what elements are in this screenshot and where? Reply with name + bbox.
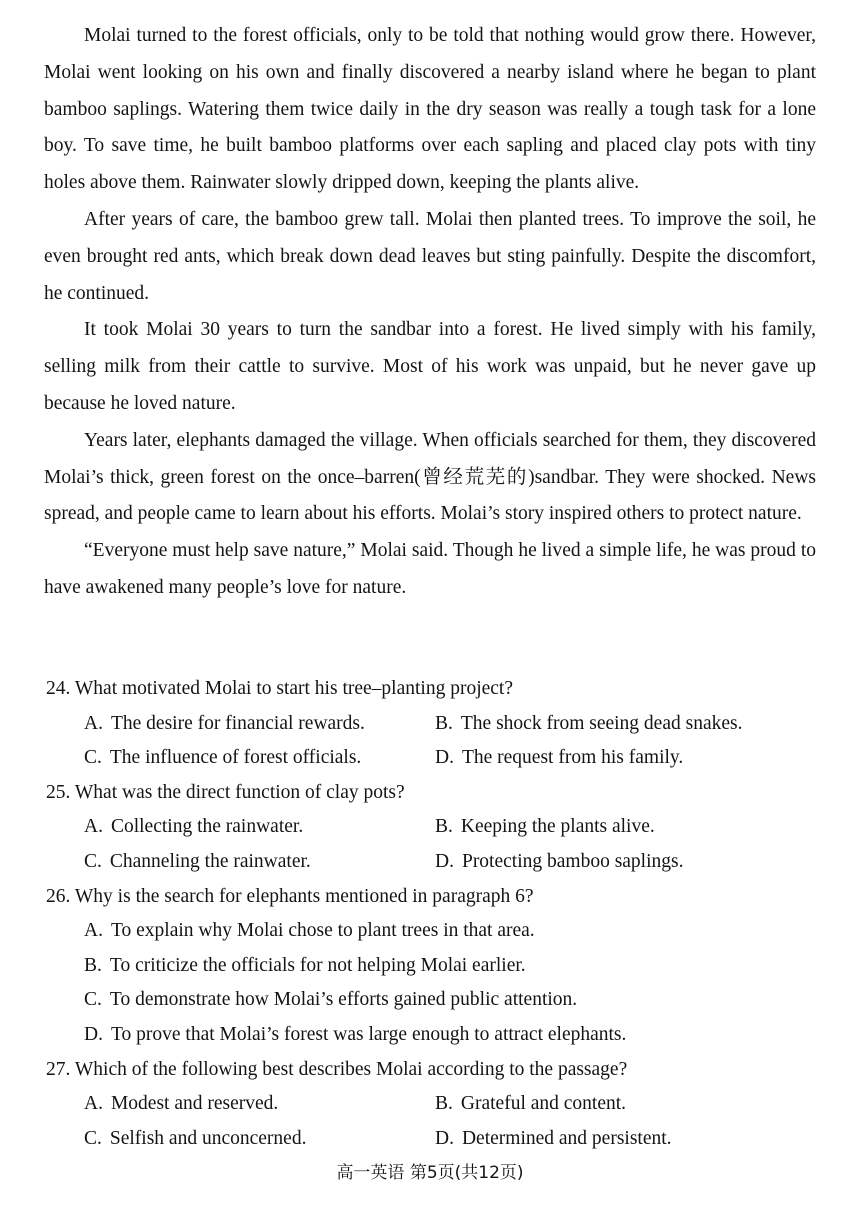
option-a[interactable] <box>84 1087 435 1122</box>
question-stem <box>46 880 816 915</box>
option-d[interactable] <box>435 845 684 880</box>
question-25 <box>46 776 816 880</box>
question-text: Why is the search for elephants mentioned in paragraph 6? <box>74 885 534 907</box>
question-number: 25. <box>46 781 71 803</box>
option-text: The desire for financial rewards. <box>110 712 365 734</box>
option-row <box>84 1087 816 1122</box>
question-text: Which of the following best describes Molai according to the passage? <box>74 1058 628 1080</box>
option-row <box>84 1122 816 1157</box>
option-row <box>84 949 816 984</box>
passage-paragraph: It took Molai 30 years to turn the sandbar into a forest. He lived simply with his family, selling milk from their cattle to survive. Most of his work was unpaid, but he never gave up because he loved nature. <box>44 319 816 414</box>
option-c[interactable] <box>84 845 435 880</box>
option-letter: C. <box>84 989 102 1011</box>
option-a[interactable] <box>84 810 435 845</box>
option-letter: C. <box>84 747 102 769</box>
reading-passage <box>44 18 816 607</box>
option-c[interactable] <box>84 741 435 776</box>
option-text: The shock from seeing dead snakes. <box>460 712 743 734</box>
option-row <box>84 810 816 845</box>
question-stem <box>46 672 816 707</box>
option-row <box>84 983 816 1018</box>
option-text: The influence of forest officials. <box>109 747 362 769</box>
question-list <box>46 672 816 1156</box>
question-24 <box>46 672 816 776</box>
page-footer: 高一英语 第5页(共12页) <box>336 1163 524 1183</box>
option-row <box>84 741 816 776</box>
option-text: Collecting the rainwater. <box>110 816 304 838</box>
passage-paragraph: Years later, elephants damaged the village. When officials searched for them, they discovered Molai’s thick, green forest on the once–barren(曾经荒芜的)sandbar. They were shocked. News spread, and people came to learn about his efforts. Molai’s story inspired others to protect nature. <box>44 429 816 525</box>
option-letter: A. <box>84 816 103 838</box>
passage-paragraph: Molai turned to the forest officials, only to be told that nothing would grow there. However, Molai went looking on his own and finally discovered a nearby island where he began to plant bamboo saplings. Watering them twice daily in the dry season was really a tough task for a lone boy. To save time, he built bamboo platforms over each sapling and placed clay pots with tiny holes above them. Rainwater slowly dripped down, keeping the plants alive. <box>44 25 816 194</box>
question-26 <box>46 880 816 1053</box>
option-c[interactable] <box>84 1122 435 1157</box>
option-d[interactable] <box>435 1122 672 1157</box>
option-letter: A. <box>84 712 103 734</box>
option-text: Channeling the rainwater. <box>109 850 311 872</box>
question-number: 27. <box>46 1058 71 1080</box>
option-text: Protecting bamboo saplings. <box>461 850 684 872</box>
option-b[interactable] <box>435 707 742 742</box>
passage-paragraph: After years of care, the bamboo grew tall. Molai then planted trees. To improve the soil, he even brought red ants, which break down dead leaves but sting painfully. Despite the discomfort, he continued. <box>44 208 816 304</box>
question-text: What was the direct function of clay pots? <box>74 781 405 803</box>
option-group <box>46 1087 816 1156</box>
question-number: 26. <box>46 885 71 907</box>
option-row <box>84 845 816 880</box>
option-b[interactable] <box>435 810 655 845</box>
option-b[interactable] <box>435 1087 626 1122</box>
question-stem <box>46 776 816 811</box>
option-d[interactable] <box>435 741 683 776</box>
option-row <box>84 914 816 949</box>
option-row <box>84 707 816 742</box>
option-letter: D. <box>435 747 454 769</box>
option-c[interactable] <box>84 983 577 1018</box>
option-text: Selfish and unconcerned. <box>109 1127 307 1149</box>
option-letter: C. <box>84 850 102 872</box>
option-text: Modest and reserved. <box>110 1093 279 1115</box>
option-letter: B. <box>84 954 102 976</box>
option-letter: B. <box>435 1093 453 1115</box>
option-a[interactable] <box>84 914 535 949</box>
passage-paragraph: “Everyone must help save nature,” Molai said. Though he lived a simple life, he was proud to have awakened many people’s love for nature. <box>44 540 816 598</box>
option-group <box>46 707 816 776</box>
option-text: Determined and persistent. <box>461 1127 672 1149</box>
question-number: 24. <box>46 678 71 699</box>
option-letter: B. <box>435 712 453 734</box>
option-a[interactable] <box>84 707 435 742</box>
option-text: To demonstrate how Molai’s efforts gained public attention. <box>109 989 578 1011</box>
option-text: Grateful and content. <box>460 1093 627 1115</box>
option-letter: D. <box>435 850 454 872</box>
option-text: The request from his family. <box>461 747 684 769</box>
option-group <box>46 810 816 879</box>
option-letter: D. <box>84 1023 103 1045</box>
option-text: To explain why Molai chose to plant trees in that area. <box>110 920 535 942</box>
question-stem <box>46 1053 816 1088</box>
question-27 <box>46 1053 816 1157</box>
question-text: What motivated Molai to start his tree–planting project? <box>74 678 513 699</box>
option-letter: B. <box>435 816 453 838</box>
option-group <box>46 914 816 1052</box>
option-row <box>84 1018 816 1053</box>
option-letter: A. <box>84 920 103 942</box>
option-letter: D. <box>435 1127 454 1149</box>
option-text: Keeping the plants alive. <box>460 816 655 838</box>
option-d[interactable] <box>84 1018 626 1053</box>
option-letter: A. <box>84 1093 103 1115</box>
option-text: To prove that Molai’s forest was large enough to attract elephants. <box>110 1023 627 1045</box>
option-b[interactable] <box>84 949 526 984</box>
option-letter: C. <box>84 1127 102 1149</box>
option-text: To criticize the officials for not helping Molai earlier. <box>109 954 526 976</box>
